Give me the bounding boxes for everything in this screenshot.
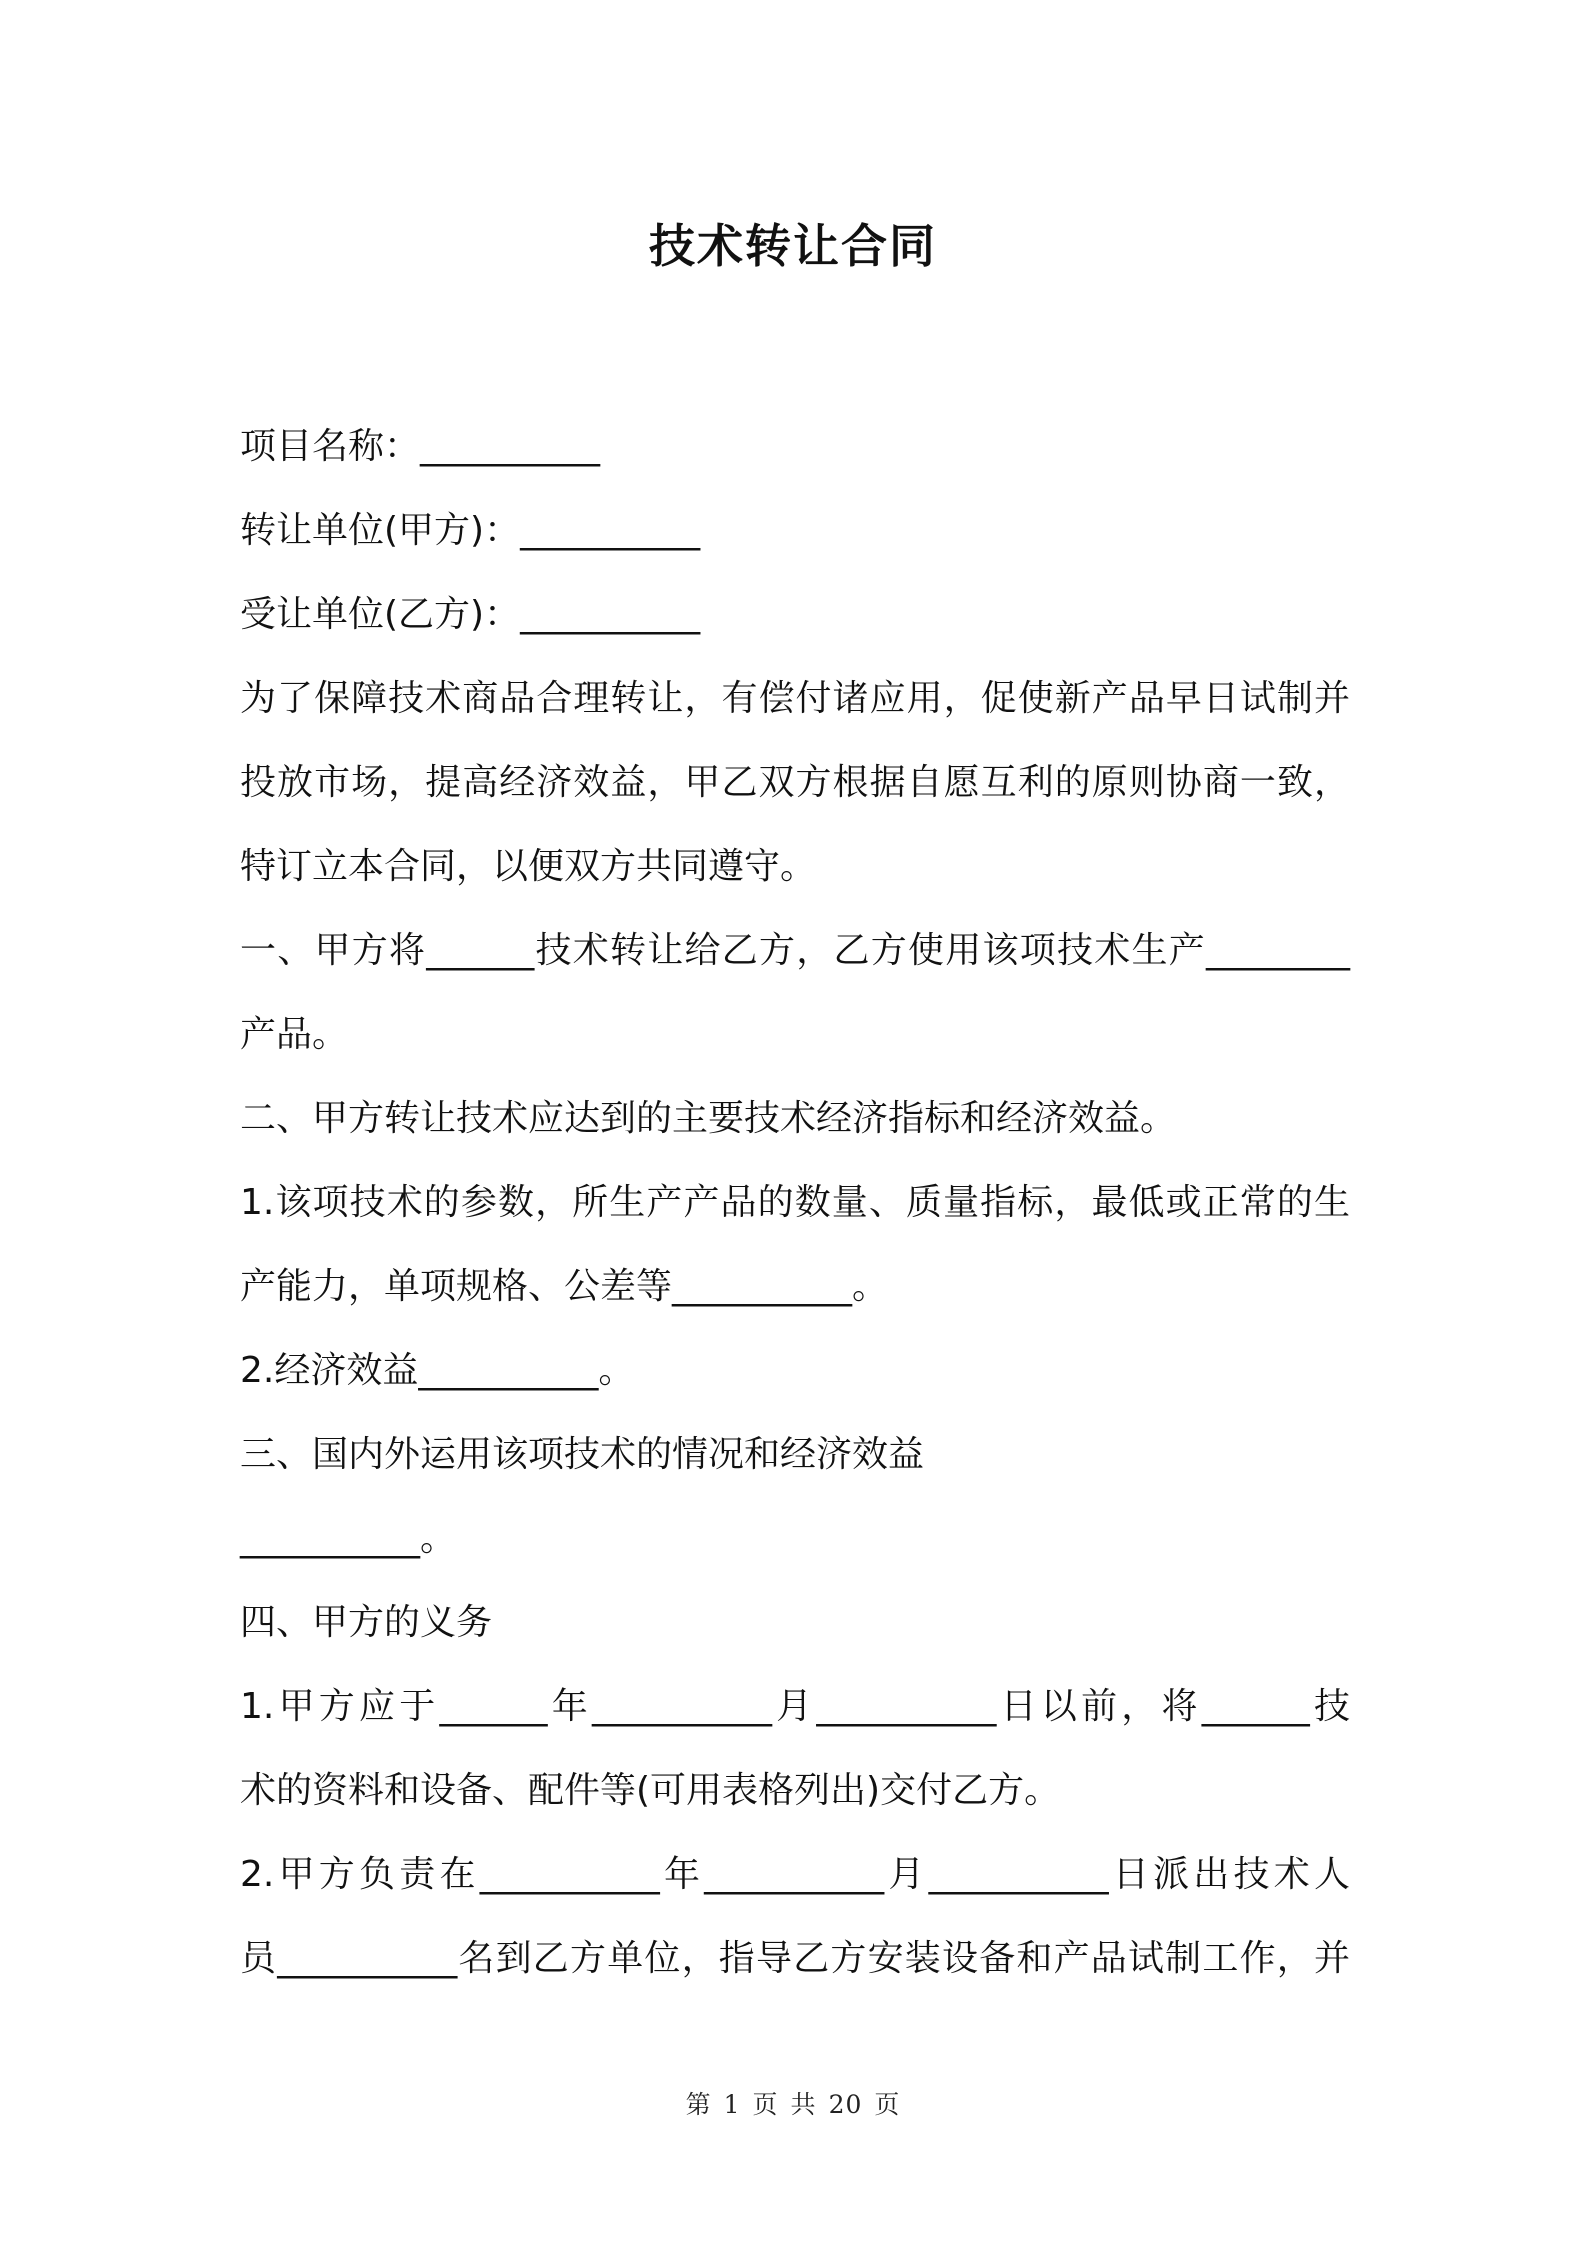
footer-label-total-unit: 页	[874, 2090, 901, 2119]
footer-current-page: 1	[723, 2090, 741, 2119]
clause-2-item-1-line-2: 产能力，单项规格、公差等__________。	[240, 1266, 889, 1307]
clause-4-item-2-line-1: 2.甲方负责在__________年__________月__________日派出技术人	[240, 1854, 1350, 1895]
page-footer	[0, 2085, 1586, 2121]
clause-3-heading: 三、国内外运用该项技术的情况和经济效益	[240, 1434, 925, 1475]
footer-label-page: 第	[685, 2090, 712, 2119]
clause-1-line-2: 产品。	[240, 1014, 349, 1055]
clause-4-item-2-line-2: 员__________名到乙方单位，指导乙方安装设备和产品试制工作，并	[240, 1938, 1350, 1979]
preamble-line-3: 特订立本合同，以便双方共同遵守。	[240, 846, 817, 887]
clause-2-item-1-line-1: 1.该项技术的参数，所生产产品的数量、质量指标，最低或正常的生	[240, 1182, 1350, 1223]
clause-1-line-1: 一、甲方将______技术转让给乙方，乙方使用该项技术生产________	[240, 930, 1350, 971]
clause-4-item-1-line-1: 1.甲方应于______年__________月__________日以前，将______技	[240, 1686, 1350, 1727]
document-body	[240, 405, 1350, 2001]
clause-4-heading: 四、甲方的义务	[240, 1602, 493, 1643]
preamble-line-2: 投放市场，提高经济效益，甲乙双方根据自愿互利的原则协商一致，	[240, 762, 1350, 803]
preamble-line-1: 为了保障技术商品合理转让，有偿付诸应用，促使新产品早日试制并	[240, 678, 1350, 719]
clause-4-item-1-line-2: 术的资料和设备、配件等(可用表格列出)交付乙方。	[240, 1770, 1061, 1811]
footer-total-pages: 20	[828, 2090, 863, 2119]
field-project-name: 项目名称：__________	[240, 426, 601, 467]
footer-label-total: 共	[790, 2090, 817, 2119]
clause-3-blank: __________。	[240, 1518, 457, 1559]
clause-2-item-2: 2.经济效益__________。	[240, 1350, 635, 1391]
field-transferor: 转让单位(甲方)：__________	[240, 510, 701, 551]
clause-2-heading: 二、甲方转让技术应达到的主要技术经济指标和经济效益。	[240, 1098, 1177, 1139]
document-title: 技术转让合同	[649, 219, 937, 273]
field-transferee: 受让单位(乙方)：__________	[240, 594, 701, 635]
footer-label-page-unit: 页	[752, 2090, 779, 2119]
